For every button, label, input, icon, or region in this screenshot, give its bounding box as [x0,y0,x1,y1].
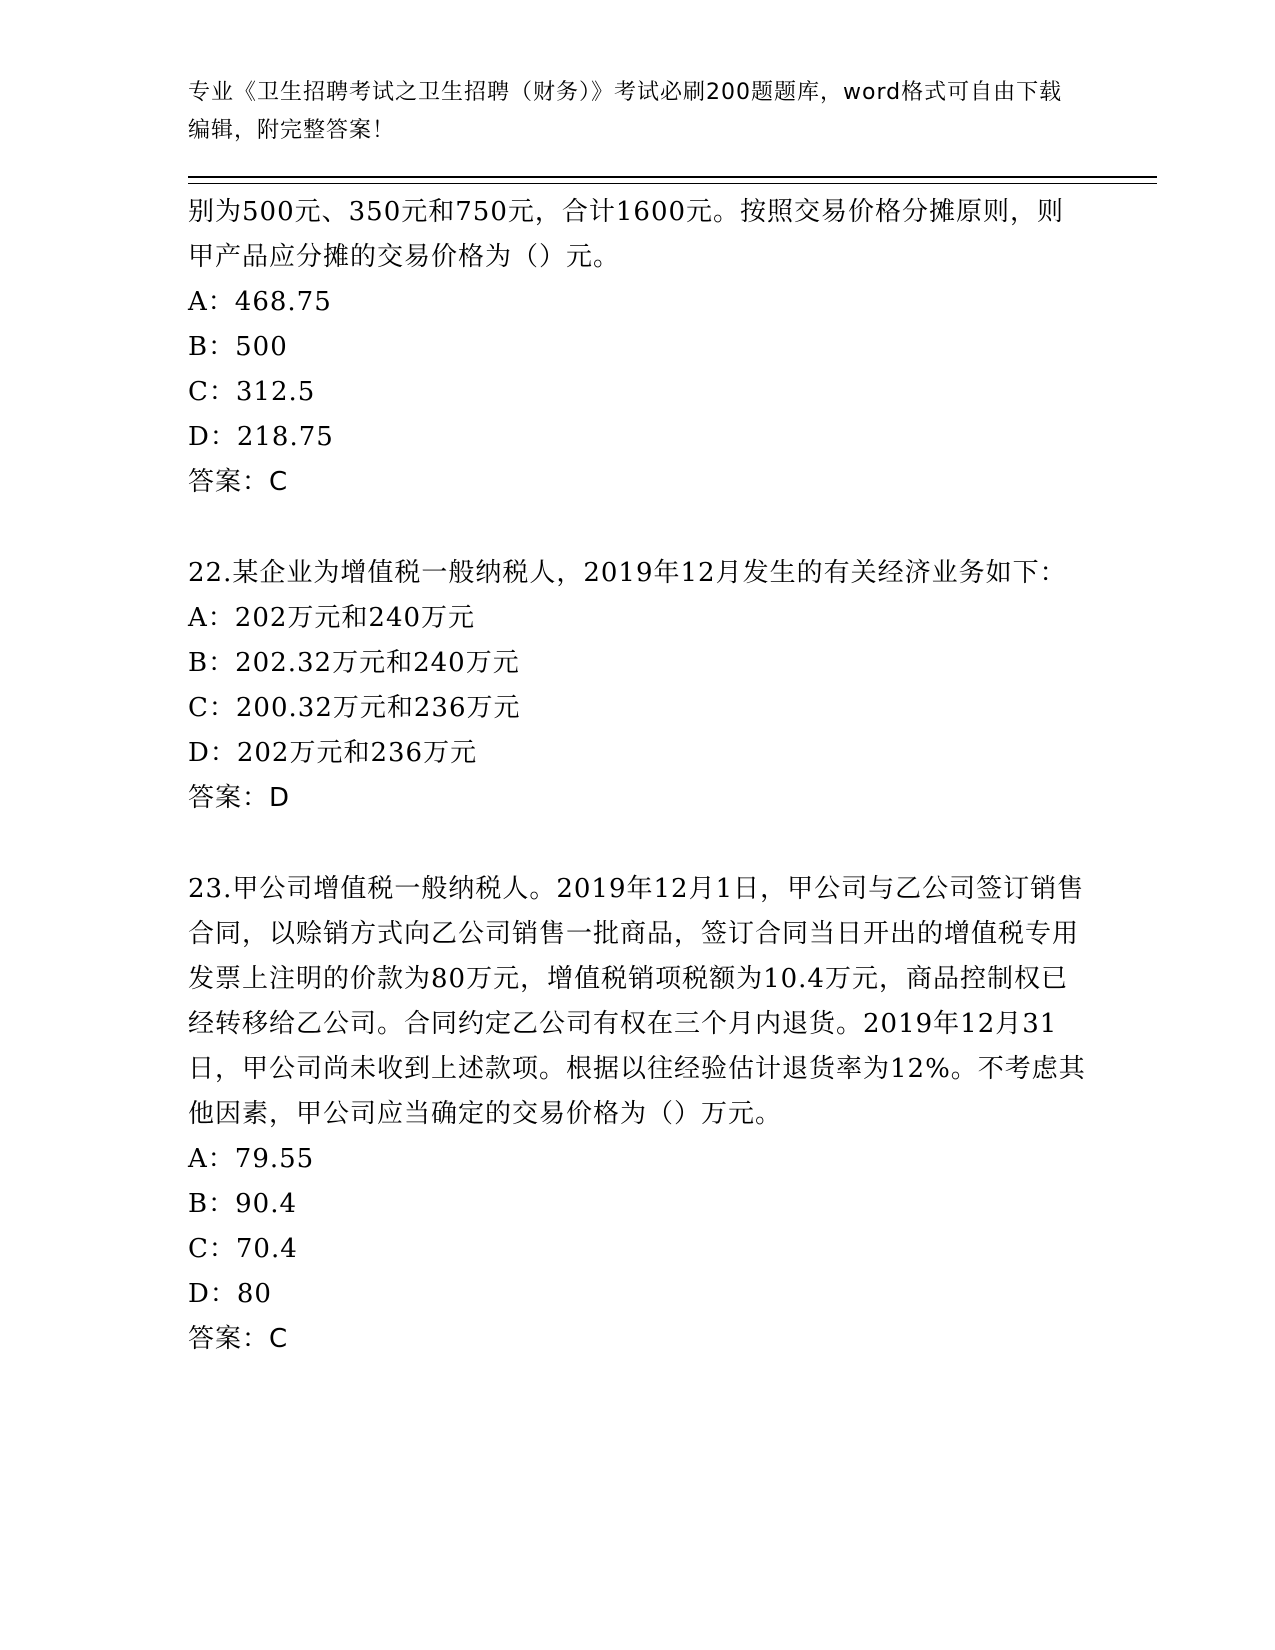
answer-line: 答案：D [188,783,291,813]
question-23 [188,867,1088,1362]
option-c: C：312.5 [188,377,316,407]
option-c: C：200.32万元和236万元 [188,693,521,723]
question-text: 23.甲公司增值税一般纳税人。2019年12月1日，甲公司与乙公司签订销售合同，以赊销方式向乙公司销售一批商品，签订合同当日开出的增值税专用发票上注明的价款为80万元，增值税销项税额为10.4万元，商品控制权已经转移给乙公司。合同约定乙公司有权在三个月内退货。2019年12月31日，甲公司尚未收到上述款项。根据以往经验估计退货率为12%。不考虑其他因素，甲公司应当确定的交易价格为（）万元。 [188,874,1086,1129]
option-c: C：70.4 [188,1234,298,1264]
option-a: A：202万元和240万元 [188,603,476,633]
question-content [188,190,1088,1362]
spacer [188,505,1088,551]
option-d: D：218.75 [188,422,334,452]
option-b: B：202.32万元和240万元 [188,648,520,678]
answer-line: 答案：C [188,467,289,497]
option-b: B：500 [188,332,288,362]
header-divider-thick [188,176,1157,178]
question-22 [188,551,1088,821]
answer-line: 答案：C [188,1324,289,1354]
option-d: D：202万元和236万元 [188,738,478,768]
question-text: 22.某企业为增值税一般纳税人，2019年12月发生的有关经济业务如下： [188,558,1067,588]
option-a: A：468.75 [188,287,332,317]
question-21-tail [188,190,1088,505]
option-d: D：80 [188,1279,272,1309]
question-text: 别为500元、350元和750元，合计1600元。按照交易价格分摊原则，则甲产品应分摊的交易价格为（）元。 [188,197,1065,272]
option-a: A：79.55 [188,1144,315,1174]
spacer [188,821,1088,867]
document-header: 专业《卫生招聘考试之卫生招聘（财务）》考试必刷200题题库，word格式可自由下载编辑，附完整答案！ [188,80,1063,143]
option-b: B：90.4 [188,1189,297,1219]
header-divider-thin [188,183,1157,184]
